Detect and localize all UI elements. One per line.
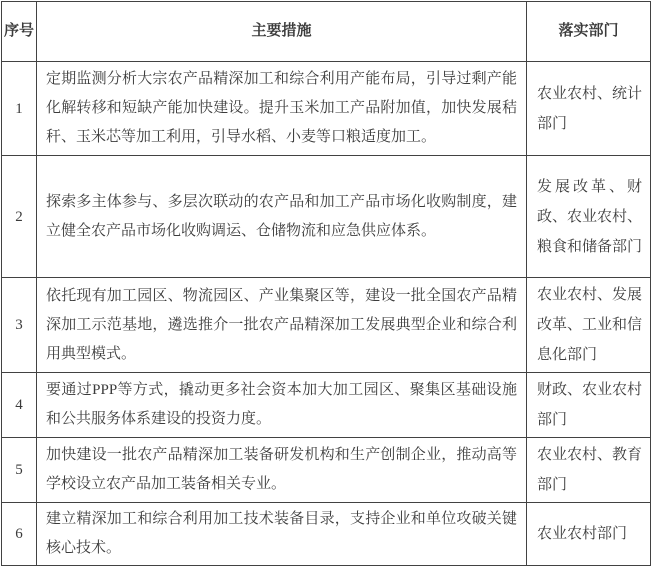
department-cell: 农业农村、发展改革、工业和信息化部门 (527, 278, 651, 373)
measure-cell: 建立精深加工和综合利用加工技术装备目录，支持企业和单位攻破关键核心技术。 (37, 503, 527, 566)
col-header-measure: 主要措施 (37, 2, 527, 62)
measure-cell: 定期监测分析大宗农产品精深加工和综合利用产能布局，引导过剩产能化解转移和短缺产能加快建设。提升玉米加工产品附加值，加快发展秸秆、玉米芯等加工利用，引导水稻、小麦等口粮适度加工。 (37, 62, 527, 156)
table-row (2, 438, 651, 503)
table-row (2, 278, 651, 373)
row-number-cell: 3 (2, 278, 37, 373)
row-number-cell: 5 (2, 438, 37, 503)
header-row (2, 2, 651, 62)
row-number-cell: 2 (2, 156, 37, 278)
row-number-cell: 1 (2, 62, 37, 156)
table-row (2, 373, 651, 438)
department-cell: 农业农村部门 (527, 503, 651, 566)
department-cell: 农业农村、教育部门 (527, 438, 651, 503)
measure-cell: 要通过PPP等方式，撬动更多社会资本加大加工园区、聚集区基础设施和公共服务体系建设的投资力度。 (37, 373, 527, 438)
department-cell: 农业农村、统计部门 (527, 62, 651, 156)
col-header-department: 落实部门 (527, 2, 651, 62)
measure-cell: 依托现有加工园区、物流园区、产业集聚区等，建设一批全国农产品精深加工示范基地，遴选推介一批农产品精深加工发展典型企业和综合利用典型模式。 (37, 278, 527, 373)
table-row (2, 62, 651, 156)
department-cell: 财政、农业农村部门 (527, 373, 651, 438)
department-cell: 发展改革、财政、农业农村、粮食和储备部门 (527, 156, 651, 278)
measure-cell: 加快建设一批农产品精深加工装备研发机构和生产创制企业，推动高等学校设立农产品加工装备相关专业。 (37, 438, 527, 503)
measure-cell: 探索多主体参与、多层次联动的农产品和加工产品市场化收购制度，建立健全农产品市场化收购调运、仓储物流和应急供应体系。 (37, 156, 527, 278)
row-number-cell: 4 (2, 373, 37, 438)
col-header-number: 序号 (2, 2, 37, 62)
row-number-cell: 6 (2, 503, 37, 566)
measures-table (1, 1, 651, 566)
table-row (2, 156, 651, 278)
table-row (2, 503, 651, 566)
